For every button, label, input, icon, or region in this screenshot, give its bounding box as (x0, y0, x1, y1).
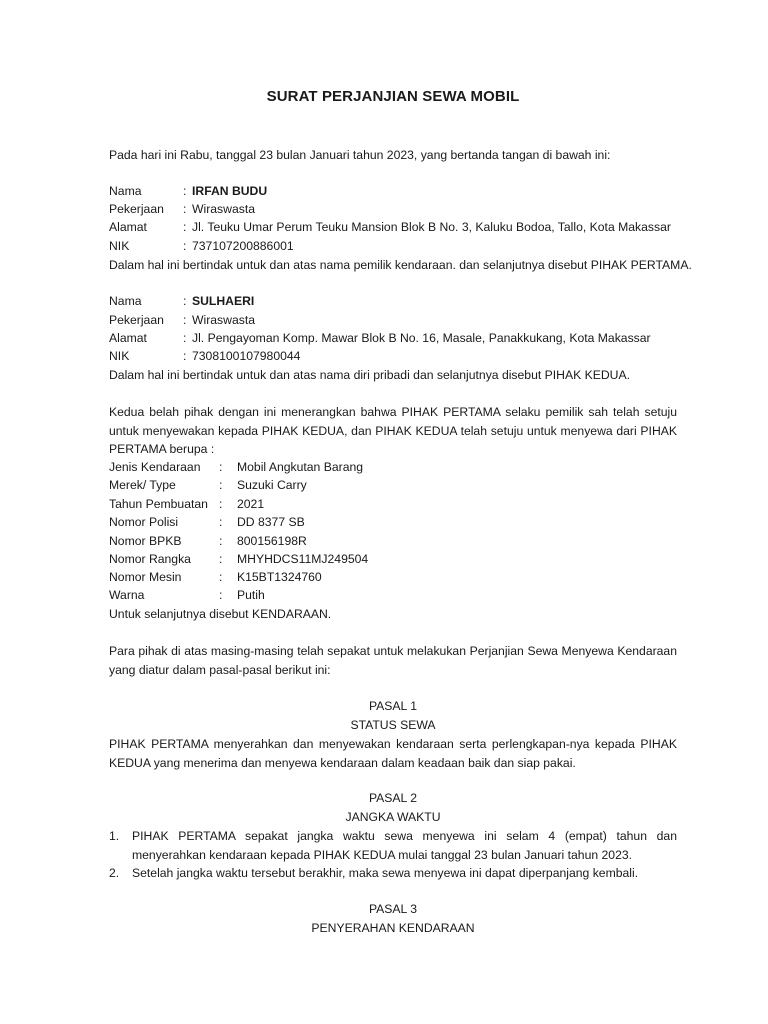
nama-label: Nama (109, 294, 142, 308)
pasal3-subheading: PENYERAHAN KENDARAAN (311, 921, 475, 935)
nama-label: Nama (109, 184, 142, 198)
vehicle-rangka-row (109, 550, 677, 568)
party2-alamat: Jl. Pengayoman Komp. Mawar Blok B No. 16, Masale, Panakkukang, Kota Makassar (192, 331, 651, 345)
pasal1-subheading: STATUS SEWA (350, 718, 436, 732)
nik-label: NIK (109, 239, 130, 253)
merek-label: Merek/ Type (109, 478, 176, 492)
vehicle-jenis-row (109, 458, 677, 476)
list-number: 2. (109, 866, 120, 880)
pekerjaan-label: Pekerjaan (109, 202, 164, 216)
party2-alamat-row (109, 329, 677, 347)
vehicle-mesin: K15BT1324760 (237, 570, 322, 584)
party2-statement: Dalam hal ini bertindak untuk dan atas nama diri pribadi dan selanjutnya disebut PIHAK KEDUA. (109, 368, 630, 382)
party2-pekerjaan: Wiraswasta (192, 313, 255, 327)
party1-nik: 737107200886001 (192, 239, 294, 253)
list-text: Setelah jangka waktu tersebut berakhir, maka sewa menyewa ini dapat diperpanjang kembali. (132, 866, 639, 880)
list-number: 1. (109, 829, 120, 843)
vehicle-rangka: MHYHDCS11MJ249504 (237, 552, 369, 566)
mesin-label: Nomor Mesin (109, 570, 182, 584)
vehicle-merek-row (109, 476, 677, 494)
vehicle-jenis: Mobil Angkutan Barang (237, 460, 364, 474)
agreement-intro: Kedua belah pihak dengan ini menerangkan bahwa PIHAK PERTAMA selaku pemilik sah telah setuju untuk menyewakan kepada PIHAK KEDUA, dan PIHAK KEDUA telah setuju untuk menyewa dari PIHAK PERTAMA berupa : (109, 405, 677, 456)
vehicle-closing: Untuk selanjutnya disebut KENDARAAN. (109, 607, 332, 621)
vehicle-polisi-row (109, 513, 677, 531)
party1-pekerjaan: Wiraswasta (192, 202, 255, 216)
colon: : (219, 570, 223, 584)
polisi-label: Nomor Polisi (109, 515, 179, 529)
pasal3-heading: PASAL 3 (368, 902, 418, 916)
colon: : (183, 313, 187, 327)
colon: : (183, 294, 187, 308)
vehicle-warna-row (109, 586, 677, 604)
warna-label: Warna (109, 588, 145, 602)
colon: : (183, 184, 187, 198)
vehicle-tahun-row (109, 495, 677, 513)
party1-statement: Dalam hal ini bertindak untuk dan atas nama pemilik kendaraan. dan selanjutnya disebut PIHAK PERTAMA. (109, 258, 692, 272)
vehicle-mesin-row (109, 568, 677, 586)
pasal1-heading: PASAL 1 (368, 699, 418, 713)
party1-alamat-row (109, 218, 677, 236)
colon: : (219, 515, 223, 529)
colon: : (183, 202, 187, 216)
tahun-label: Tahun Pembuatan (109, 497, 208, 511)
pasal2-subheading: JANGKA WAKTU (345, 810, 441, 824)
pasal2-item (109, 864, 677, 882)
colon: : (183, 239, 187, 253)
colon: : (219, 460, 223, 474)
alamat-label: Alamat (109, 220, 147, 234)
colon: : (183, 220, 187, 234)
colon: : (183, 349, 187, 363)
party2-pekerjaan-row (109, 311, 677, 329)
vehicle-warna: Putih (237, 588, 265, 602)
colon: : (219, 497, 223, 511)
bpkb-label: Nomor BPKB (109, 534, 182, 548)
party2-nik: 7308100107980044 (192, 349, 301, 363)
party1-nik-row (109, 237, 677, 255)
colon: : (183, 331, 187, 345)
party1-nama-row (109, 182, 677, 200)
vehicle-bpkb-row (109, 532, 677, 550)
party2-nama-row (109, 292, 677, 310)
intro-paragraph: Pada hari ini Rabu, tanggal 23 bulan Januari tahun 2023, yang bertanda tangan di bawah ini: (109, 148, 611, 162)
party1-pekerjaan-row (109, 200, 677, 218)
nik-label: NIK (109, 349, 130, 363)
list-text: PIHAK PERTAMA sepakat jangka waktu sewa menyewa ini selam 4 (empat) tahun dan menyerahkan kendaraan kepada PIHAK KEDUA mulai tanggal 23 bulan Januari tahun 2023. (132, 829, 677, 862)
alamat-label: Alamat (109, 331, 147, 345)
para-pihak-paragraph: Para pihak di atas masing-masing telah sepakat untuk melakukan Perjanjian Sewa Menyewa Kendaraan yang diatur dalam pasal-pasal berikut ini: (109, 644, 677, 677)
party1-nama: IRFAN BUDU (192, 184, 268, 198)
colon: : (219, 552, 223, 566)
vehicle-merek: Suzuki Carry (237, 478, 307, 492)
party1-alamat: Jl. Teuku Umar Perum Teuku Mansion Blok B No. 3, Kaluku Bodoa, Tallo, Kota Makassar (192, 220, 671, 234)
rangka-label: Nomor Rangka (109, 552, 191, 566)
pasal2-heading: PASAL 2 (368, 791, 418, 805)
vehicle-tahun: 2021 (237, 497, 265, 511)
vehicle-bpkb: 800156198R (237, 534, 307, 548)
party2-nik-row (109, 347, 677, 365)
pasal1-text: PIHAK PERTAMA menyerahkan dan menyewakan kendaraan serta perlengkapan-nya kepada PIHAK KEDUA yang menerima dan menyewa kendaraan dalam keadaan baik dan siap pakai. (109, 737, 677, 770)
pasal2-item (109, 827, 677, 865)
vehicle-polisi: DD 8377 SB (237, 515, 305, 529)
pekerjaan-label: Pekerjaan (109, 313, 164, 327)
jenis-label: Jenis Kendaraan (109, 460, 201, 474)
document-title: SURAT PERJANJIAN SEWA MOBIL (266, 88, 520, 105)
party2-nama: SULHAERI (192, 294, 255, 308)
colon: : (219, 478, 223, 492)
colon: : (219, 534, 223, 548)
colon: : (219, 588, 223, 602)
